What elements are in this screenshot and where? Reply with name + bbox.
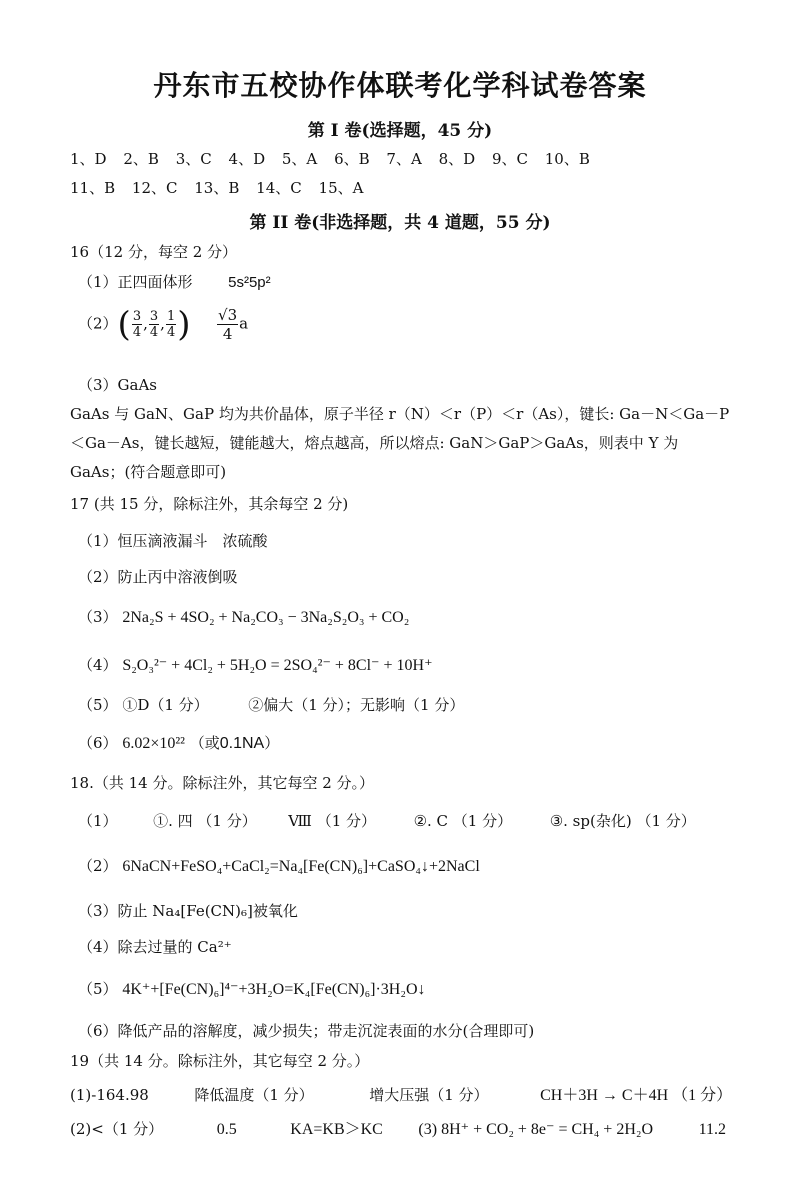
q17-answer-5 xyxy=(78,694,464,715)
q17-reaction-equation: 2Na₂S + 4SO₂ + Na₂CO₃ − 3Na₂S₂O₃ + CO₂ xyxy=(122,609,410,626)
q19-gas-volume: 11.2 xyxy=(698,1121,726,1138)
q17-answer-4-label: （4） xyxy=(78,656,118,674)
page-title: 丹东市五校协作体联考化学科试卷答案 xyxy=(153,69,647,102)
q18-answer-1 xyxy=(78,810,696,831)
q18-answer-1-label: （1） xyxy=(78,812,118,830)
q16-answer-2: （2）( $\frac{3}{4}$ , $\frac{3}{4}$ , $\frac{1}{4}$ ) $\frac{√3}{4}$ a xyxy=(78,304,249,345)
q19-comparison: (2)<（1 分） xyxy=(70,1120,164,1138)
mc-answer: 12、C xyxy=(131,179,178,197)
q16-answer-1-text: （1）正四面体形 xyxy=(78,273,193,291)
mc-answer: 8、D xyxy=(438,150,476,168)
mc-answer: 2、B xyxy=(123,150,159,168)
mc-answer: 11、B xyxy=(70,179,116,197)
q17-answer-5-label: （5） xyxy=(78,696,118,714)
q18-answer-1-hybridization: ③. sp(杂化) （1 分） xyxy=(549,812,696,830)
mc-answer: 6、B xyxy=(334,150,370,168)
fraction: $\frac{3}{4}$ xyxy=(132,309,142,340)
q16-answer-3: （3）GaAs xyxy=(78,376,157,394)
q18-answer-5-label: （5） xyxy=(78,980,118,998)
q17-answer-2: （2）防止丙中溶液倒吸 xyxy=(78,568,238,586)
q19-line-2 xyxy=(70,1116,726,1139)
q19-electrode-equation: (3) 8H⁺ + CO₂ + 8e⁻ = CH₄ + 2H₂O xyxy=(418,1121,654,1138)
fraction: $\frac{3}{4}$ xyxy=(149,309,159,340)
q17-answer-5-part2: ②偏大（1 分）；无影响（1 分） xyxy=(248,696,465,714)
q17-answer-3 xyxy=(78,606,409,627)
q19-line-1 xyxy=(70,1082,732,1105)
bond-length-fraction: $\frac{√3}{4}$ xyxy=(218,306,238,343)
q18-answer-2 xyxy=(78,855,480,876)
mc-answer: 9、C xyxy=(491,150,528,168)
q17-header: 17 (共 15 分，除标注外，其余每空 2 分) xyxy=(70,495,349,513)
part1-heading: 第 I 卷(选择题，45 分) xyxy=(307,121,493,141)
q17-ionic-equation: S₂O₃²⁻ + 4Cl₂ + 5H₂O = 2SO₄²⁻ + 8Cl⁻ + 10H⁺ xyxy=(122,657,433,674)
mc-row-2 xyxy=(70,177,363,198)
close-paren: ) xyxy=(177,304,191,345)
q17-answer-1: （1）恒压滴液漏斗 浓硫酸 xyxy=(78,532,268,550)
mc-answer: 1、D xyxy=(70,150,107,168)
mc-answer: 15、A xyxy=(318,179,364,197)
q18-answer-5 xyxy=(78,978,426,999)
q16-header: 16（12 分，每空 2 分） xyxy=(70,243,238,261)
q18-answer-1-period: ①. 四 （1 分） xyxy=(153,812,257,830)
q17-alt-answer: 0.1NA xyxy=(219,735,265,752)
q19-enthalpy: (1)-164.98 xyxy=(70,1086,149,1104)
q18-answer-3: （3）防止 Na₄[Fe(CN)₆]被氧化 xyxy=(78,902,298,920)
mc-answer: 14、C xyxy=(256,179,302,197)
q18-answer-1-group: Ⅷ （1 分） xyxy=(288,812,377,830)
q16-answer-2-label: （2） xyxy=(78,314,118,333)
q18-answer-6: （6）降低产品的溶解度，减少损失；带走沉淀表面的水分(合理即可) xyxy=(78,1022,535,1040)
mc-answer: 4、D xyxy=(228,150,266,168)
q17-answer-3-label: （3） xyxy=(78,608,118,626)
q19-condition-temperature: 降低温度（1 分） xyxy=(194,1086,314,1104)
q19-equilibrium-constants: KA=KB＞KC xyxy=(290,1121,383,1138)
mc-row-1 xyxy=(70,148,590,169)
mc-answer: 7、A xyxy=(386,150,422,168)
q18-answer-2-label: （2） xyxy=(78,857,118,875)
lattice-variable: a xyxy=(239,314,249,333)
part2-heading: 第 II 卷(非选择题，共 4 道题，55 分) xyxy=(249,213,551,233)
q16-answer-1 xyxy=(78,271,271,292)
open-paren: ( xyxy=(117,304,131,345)
mc-answer: 10、B xyxy=(544,150,590,168)
mc-answer: 5、A xyxy=(281,150,318,168)
q18-answer-4: （4）除去过量的 Ca²⁺ xyxy=(78,938,232,956)
q19-header: 19（共 14 分。除标注外，其它每空 2 分。） xyxy=(70,1052,370,1070)
mc-answer: 13、B xyxy=(194,179,240,197)
q17-particle-count: 6.02×10²² xyxy=(122,735,185,752)
q17-answer-6: （6） 6.02×10²² （或0.1NA） xyxy=(78,734,280,752)
q18-crystallization-equation: 4K⁺+[Fe(CN)₆]⁴⁻+3H₂O=K₄[Fe(CN)₆]·3H₂O↓ xyxy=(122,981,426,998)
q19-value: 0.5 xyxy=(216,1121,237,1138)
q19-rate-step: CH＋3H → C＋4H （1 分） xyxy=(540,1087,733,1104)
q19-condition-pressure: 增大压强（1 分） xyxy=(369,1086,489,1104)
mc-answer: 3、C xyxy=(175,150,212,168)
q17-answer-5-part1: ①D（1 分） xyxy=(122,696,209,714)
q18-reaction-equation: 6NaCN+FeSO₄+CaCl₂=Na₄[Fe(CN)₆]+CaSO₄↓+2NaCl xyxy=(122,858,480,875)
q17-answer-6-label: （6） xyxy=(78,734,118,752)
q18-answer-1-atom: ②. C （1 分） xyxy=(413,812,513,830)
q17-answer-4 xyxy=(78,654,433,675)
q16-electron-config: 5s²5p² xyxy=(228,274,271,291)
q16-explanation: GaAs 与 GaN、GaP 均为共价晶体，原子半径 r（N）＜r（P）＜r（As），键长: Ga－N＜Ga－P＜Ga－As，键长越短，键能越大，熔点越高，所以熔点: GaN＞GaP＞GaAs，则表中 Y 为 GaAs；(符合题意即可) xyxy=(70,405,730,481)
fraction: $\frac{1}{4}$ xyxy=(166,309,176,340)
q18-header: 18.（共 14 分。除标注外，其它每空 2 分。） xyxy=(70,774,375,792)
